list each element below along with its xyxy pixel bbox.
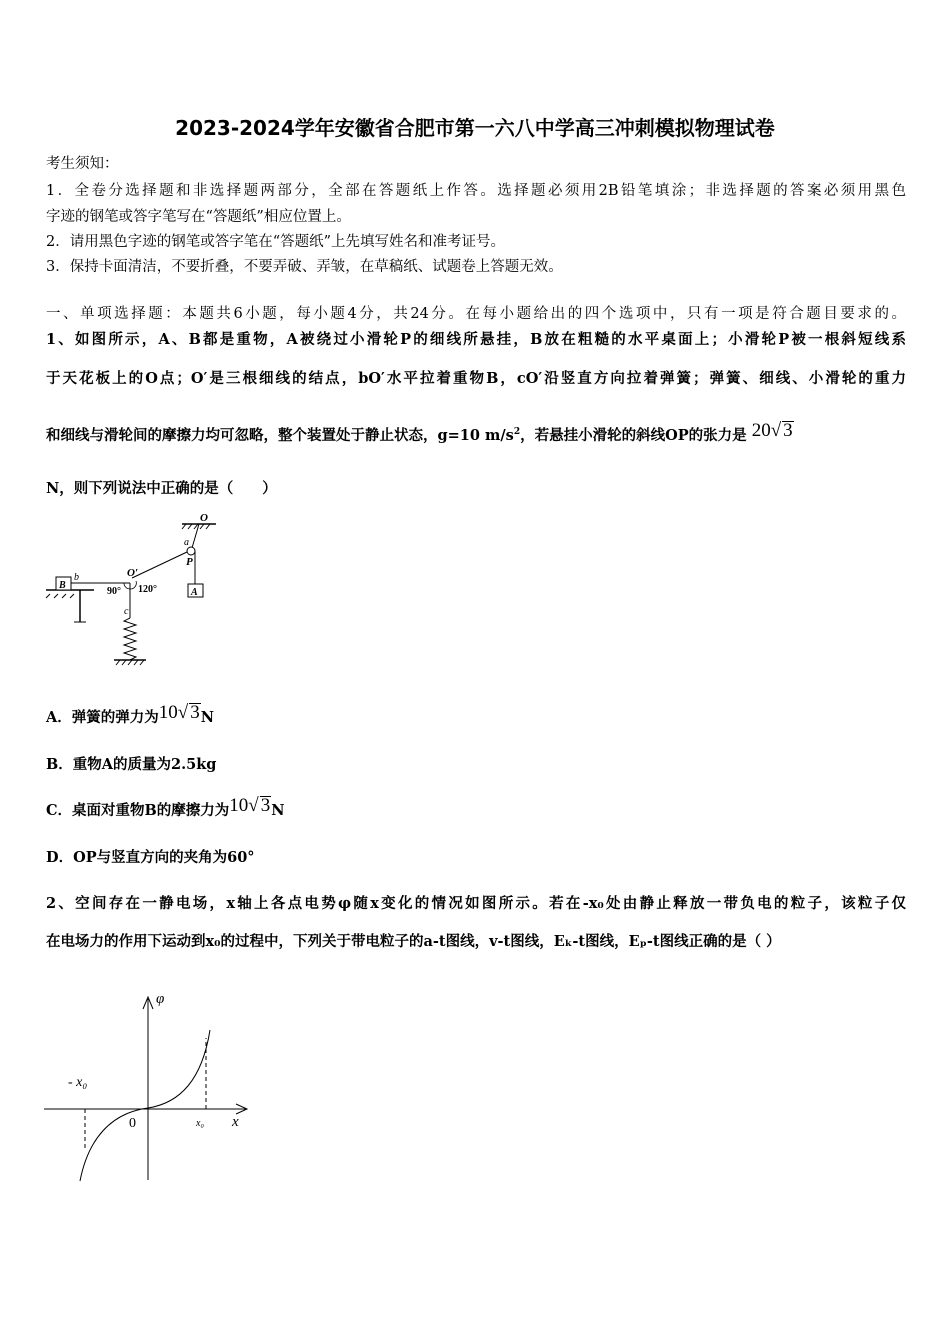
option-a-unit: N: [200, 709, 214, 726]
y-axis-label: φ: [156, 991, 165, 1007]
pulley-P: [187, 547, 195, 555]
option-a-radicand: 3: [190, 702, 200, 723]
notice-item-3: 3．保持卡面清洁，不要折叠，不要弄破、弄皱，在草稿纸、试题卷上答题无效。: [46, 259, 563, 275]
label-c: c: [124, 606, 129, 617]
q1-option-d: D．OP与竖直方向的夹角为60°: [46, 849, 255, 866]
option-c-radicand: 3: [260, 795, 271, 816]
q1-pulley-figure: [44, 514, 234, 674]
option-a-value: 10√ 3: [158, 702, 200, 723]
q2-potential-graph: [40, 985, 260, 1195]
label-O: O: [200, 514, 208, 524]
angle-120: 120°: [138, 584, 157, 595]
label-B: B: [59, 580, 66, 591]
q1-tension-value: 20√ 3: [751, 420, 793, 441]
option-c-value: 10√ 3: [229, 795, 271, 816]
label-O-prime: O′: [127, 567, 139, 579]
neg-x0-label: - x₀: [68, 1075, 88, 1090]
x-axis-label: x: [232, 1114, 239, 1130]
q2-line-2: 在电场力的作用下运动到x₀的过程中，下列关于带电粒子的a-t图线，v-t图线，Eₖ-t图线，Eₚ-t图线正确的是（ ）: [46, 933, 781, 950]
notice-item-2: 2．请用黑色字迹的钢笔或答字笔在“答题纸”上先填写姓名和准考证号。: [46, 234, 506, 250]
q1-option-c: [46, 795, 906, 820]
potential-curve: [80, 1030, 210, 1181]
section-heading: 一、单项选择题：本题共6小题，每小题4分，共24分。在每小题给出的四个选项中，只有一项是符合题目要求的。: [46, 306, 906, 322]
option-a-text: A．弹簧的弹力为: [46, 709, 159, 726]
notice-item-1-cont: 字迹的钢笔或答字笔写在“答题纸”相应位置上。: [46, 209, 351, 225]
q1-option-b: B．重物A的质量为2.5kg: [46, 756, 217, 773]
label-P: P: [186, 556, 193, 568]
option-c-unit: N: [271, 802, 285, 819]
q2-line-1: 2、空间存在一静电场，x轴上各点电势φ随x变化的情况如图所示。若在-x₀处由静止释放一带负电的粒子，该粒子仅: [46, 895, 906, 912]
q1-line-3: [46, 420, 906, 445]
notice-heading: 考生须知：: [46, 156, 119, 172]
label-A: A: [191, 587, 198, 598]
tension-coef: 20: [751, 420, 771, 441]
q1-line-4: N，则下列说法中正确的是（ ）: [46, 480, 277, 497]
pos-x0-label: x₀: [196, 1118, 204, 1129]
q1-unit-exponent: 2: [513, 427, 521, 438]
q1-line-3-text: 和细线与滑轮间的摩擦力均可忽略，整个装置处于静止状态，g=10 m/s: [46, 427, 514, 444]
tension-radicand: 3: [783, 420, 793, 441]
spring: [124, 618, 136, 660]
option-c-text: C．桌面对重物B的摩擦力为: [46, 802, 230, 819]
q1-option-a: [46, 702, 906, 727]
origin-label: 0: [129, 1116, 136, 1131]
q1-line-3-text-b: ，若悬挂小滑轮的斜线OP的张力是: [520, 427, 747, 444]
notice-item-1: 1．全卷分选择题和非选择题两部分，全部在答题纸上作答。选择题必须用2B铅笔填涂；非选择题的答案必须用黑色: [46, 183, 906, 199]
q1-line-1: 1、如图所示，A、B都是重物，A被绕过小滑轮P的细线所悬挂，B放在粗糙的水平桌面上；小滑轮P被一根斜短线系: [46, 331, 906, 348]
label-b: b: [74, 572, 79, 583]
q1-line-2: 于天花板上的O点；O′是三根细线的结点，bO′水平拉着重物B，cO′沿竖直方向拉着弹簧；弹簧、细线、小滑轮的重力: [46, 370, 906, 387]
angle-90: 90°: [107, 586, 121, 597]
page-title: 2023-2024学年安徽省合肥市第一六八中学高三冲刺模拟物理试卷: [175, 116, 775, 140]
label-a: a: [184, 537, 189, 548]
option-a-coef: 10: [158, 702, 178, 723]
option-c-coef: 10: [229, 795, 249, 816]
